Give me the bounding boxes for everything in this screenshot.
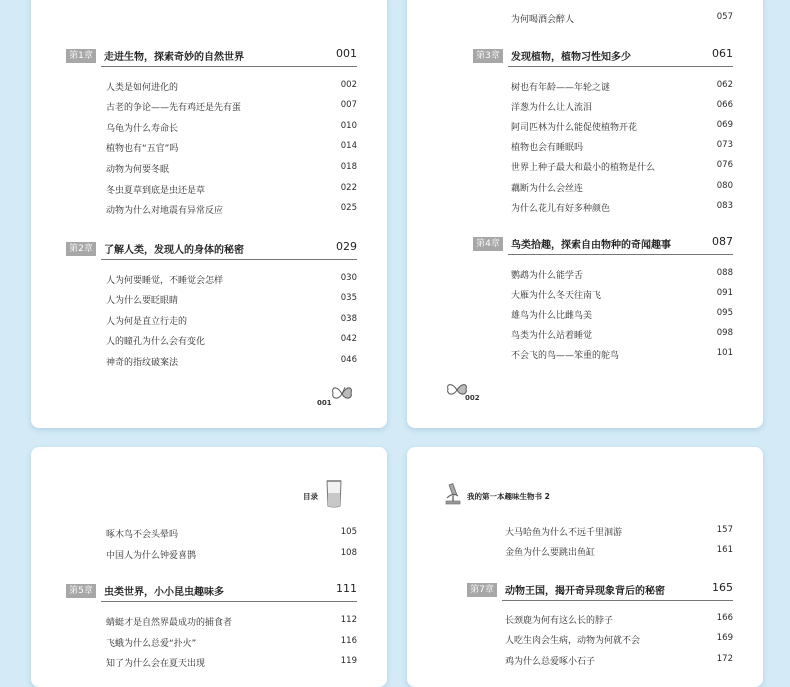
entry-page: 088 — [716, 268, 733, 278]
entry-page: 112 — [340, 615, 357, 625]
chapter-badge: 第7章 — [467, 583, 497, 597]
entry-title: 为什么花儿有好多种颜色 — [511, 204, 611, 214]
entry-title: 飞蛾为什么总爱“扑火” — [106, 639, 197, 649]
toc-entry[interactable] — [106, 656, 357, 670]
toc-entry[interactable] — [511, 181, 733, 195]
toc-page-4 — [407, 447, 763, 687]
toc-entry[interactable] — [511, 120, 733, 134]
entry-title: 人的瞳孔为什么会有变化 — [106, 337, 206, 347]
toc-page-1 — [31, 0, 387, 428]
entry-page: 101 — [716, 348, 733, 358]
entry-page: 108 — [340, 548, 357, 558]
microscope-icon — [443, 482, 463, 506]
chapter-badge: 第3章 — [473, 49, 503, 63]
entry-title: 神奇的指纹破案法 — [106, 358, 179, 368]
toc-entry[interactable] — [511, 140, 733, 154]
toc-entry[interactable] — [511, 348, 733, 362]
entry-title: 乌龟为什么寿命长 — [106, 124, 179, 134]
toc-entry[interactable] — [511, 201, 733, 215]
entry-page: 157 — [716, 525, 733, 535]
chapter-title: 走进生物，探索奇妙的自然世界 — [104, 52, 244, 63]
chapter-title: 虫类世界，小小昆虫趣味多 — [104, 587, 224, 598]
chapter-rule — [502, 600, 733, 601]
entry-page: 057 — [716, 12, 733, 22]
chapter-page: 165 — [712, 581, 733, 594]
chapter-rule — [508, 254, 733, 255]
entry-title: 大雁为什么冬天往南飞 — [511, 291, 602, 301]
entry-page: 076 — [716, 160, 733, 170]
chapter-page: 061 — [712, 47, 733, 60]
entry-page: 042 — [340, 334, 357, 344]
chapter-heading[interactable] — [66, 240, 357, 260]
entry-title: 树也有年龄——年轮之谜 — [511, 83, 611, 93]
toc-entry[interactable] — [505, 525, 733, 539]
entry-page: 014 — [340, 141, 357, 151]
toc-entry[interactable] — [106, 334, 357, 348]
entry-title: 人吃生肉会生病，动物为何就不会 — [505, 636, 641, 646]
toc-entry[interactable] — [106, 203, 357, 217]
folio-number: 001 — [317, 399, 332, 407]
entry-page: 025 — [340, 203, 357, 213]
toc-entry[interactable] — [106, 162, 357, 176]
entry-title: 古老的争论——先有鸡还是先有蛋 — [106, 103, 242, 113]
folio-number: 002 — [465, 394, 480, 402]
entry-page: 010 — [340, 121, 357, 131]
toc-entry[interactable] — [106, 293, 357, 307]
toc-entry[interactable] — [106, 314, 357, 328]
toc-entry[interactable] — [511, 12, 733, 26]
running-header: 目录 — [303, 492, 318, 501]
entry-page: 069 — [716, 120, 733, 130]
entry-page: 046 — [340, 355, 357, 365]
toc-entry[interactable] — [106, 121, 357, 135]
toc-entry[interactable] — [511, 288, 733, 302]
toc-entry[interactable] — [106, 355, 357, 369]
chapter-rule — [101, 66, 357, 67]
chapter-page: 111 — [336, 582, 357, 595]
entry-title: 长颈鹿为何有这么长的脖子 — [505, 616, 614, 626]
entry-title: 世界上种子最大和最小的植物是什么 — [511, 163, 656, 173]
toc-entry[interactable] — [511, 268, 733, 282]
entry-title: 中国人为什么钟爱喜鹊 — [106, 551, 197, 561]
toc-entry[interactable] — [106, 527, 357, 541]
entry-page: 030 — [340, 273, 357, 283]
entry-title: 冬虫夏草到底是虫还是草 — [106, 186, 206, 196]
entry-page: 066 — [716, 100, 733, 110]
toc-entry[interactable] — [505, 633, 733, 647]
entry-page: 166 — [716, 613, 733, 623]
entry-title: 雄鸟为什么比雌鸟美 — [511, 311, 593, 321]
toc-entry[interactable] — [106, 80, 357, 94]
entry-page: 022 — [340, 183, 357, 193]
entry-page: 169 — [716, 633, 733, 643]
chapter-title: 了解人类，发现人的身体的秘密 — [104, 245, 244, 256]
toc-entry[interactable] — [106, 273, 357, 287]
entry-page: 161 — [716, 545, 733, 555]
entry-page: 062 — [716, 80, 733, 90]
entry-title: 鸟类为什么站着睡觉 — [511, 331, 593, 341]
chapter-title: 发现植物，植物习性知多少 — [511, 52, 631, 63]
entry-title: 蜻蜓才是自然界最成功的捕食者 — [106, 618, 233, 628]
toc-entry[interactable] — [106, 141, 357, 155]
entry-page: 080 — [716, 181, 733, 191]
chapter-badge: 第1章 — [66, 49, 96, 63]
entry-title: 鹦鹉为什么能学舌 — [511, 271, 584, 281]
toc-entry[interactable] — [106, 615, 357, 629]
chapter-rule — [101, 259, 357, 260]
entry-title: 啄木鸟不会头晕吗 — [106, 530, 179, 540]
chapter-badge: 第5章 — [66, 584, 96, 598]
chapter-title: 鸟类拾趣，探索自由物种的奇闻趣事 — [511, 240, 671, 251]
entry-page: 002 — [340, 80, 357, 90]
entry-page: 091 — [716, 288, 733, 298]
entry-title: 人为何要睡觉，不睡觉会怎样 — [106, 276, 224, 286]
entry-title: 植物也会有睡眠吗 — [511, 143, 584, 153]
chapter-page: 001 — [336, 47, 357, 60]
chapter-badge: 第4章 — [473, 237, 503, 251]
entry-page: 095 — [716, 308, 733, 318]
entry-page: 035 — [340, 293, 357, 303]
toc-entry[interactable] — [511, 160, 733, 174]
toc-entry[interactable] — [505, 654, 733, 668]
entry-page: 073 — [716, 140, 733, 150]
chapter-heading[interactable] — [473, 47, 733, 67]
entry-page: 105 — [340, 527, 357, 537]
beaker-icon — [324, 479, 344, 509]
chapter-heading[interactable] — [473, 235, 733, 255]
entry-title: 藕断为什么会丝连 — [511, 184, 584, 194]
entry-title: 动物为什么对地震有异常反应 — [106, 206, 224, 216]
entry-title: 知了为什么会在夏天出现 — [106, 659, 206, 669]
entry-title: 洋葱为什么让人流泪 — [511, 103, 593, 113]
running-header: 我的第一本趣味生物书 2 — [467, 492, 550, 501]
toc-entry[interactable] — [505, 613, 733, 627]
entry-title: 植物也有“五官”吗 — [106, 144, 179, 154]
entry-title: 人为何是直立行走的 — [106, 317, 188, 327]
entry-page: 119 — [340, 656, 357, 666]
toc-entry[interactable] — [511, 328, 733, 342]
chapter-title: 动物王国，揭开奇异现象背后的秘密 — [505, 586, 665, 597]
entry-title: 动物为何要冬眠 — [106, 165, 170, 175]
entry-page: 083 — [716, 201, 733, 211]
chapter-heading[interactable] — [66, 582, 357, 602]
entry-title: 阿司匹林为什么能促使植物开花 — [511, 123, 638, 133]
toc-page-3 — [31, 447, 387, 687]
toc-entry-partial — [511, 0, 733, 9]
toc-entry[interactable] — [106, 100, 357, 114]
butterfly-icon — [329, 383, 355, 405]
toc-entry[interactable] — [505, 545, 733, 559]
toc-page-2 — [407, 0, 763, 428]
entry-page: 098 — [716, 328, 733, 338]
chapter-rule — [101, 601, 357, 602]
entry-title: 为何喝酒会醉人 — [511, 15, 575, 25]
entry-page: 116 — [340, 636, 357, 646]
toc-entry[interactable] — [511, 100, 733, 114]
chapter-heading[interactable] — [66, 47, 357, 67]
entry-title: 大马哈鱼为什么不远千里洄游 — [505, 528, 623, 538]
chapter-page: 087 — [712, 235, 733, 248]
chapter-badge: 第2章 — [66, 242, 96, 256]
toc-entry[interactable] — [106, 636, 357, 650]
entry-title: 人类是如何进化的 — [106, 83, 179, 93]
entry-title: 金鱼为什么要跳出鱼缸 — [505, 548, 596, 558]
entry-page: 018 — [340, 162, 357, 172]
entry-title: 不会飞的鸟——笨重的鸵鸟 — [511, 351, 620, 361]
toc-entry[interactable] — [106, 548, 357, 562]
entry-title: 鸡为什么总爱啄小石子 — [505, 657, 596, 667]
chapter-rule — [508, 66, 733, 67]
entry-title: 人为什么要眨眼睛 — [106, 296, 179, 306]
entry-page: 007 — [340, 100, 357, 110]
toc-entry[interactable] — [511, 80, 733, 94]
chapter-heading[interactable] — [467, 581, 733, 601]
chapter-page: 029 — [336, 240, 357, 253]
toc-entry[interactable] — [106, 183, 357, 197]
toc-entry[interactable] — [511, 308, 733, 322]
entry-page: 172 — [716, 654, 733, 664]
entry-page: 038 — [340, 314, 357, 324]
